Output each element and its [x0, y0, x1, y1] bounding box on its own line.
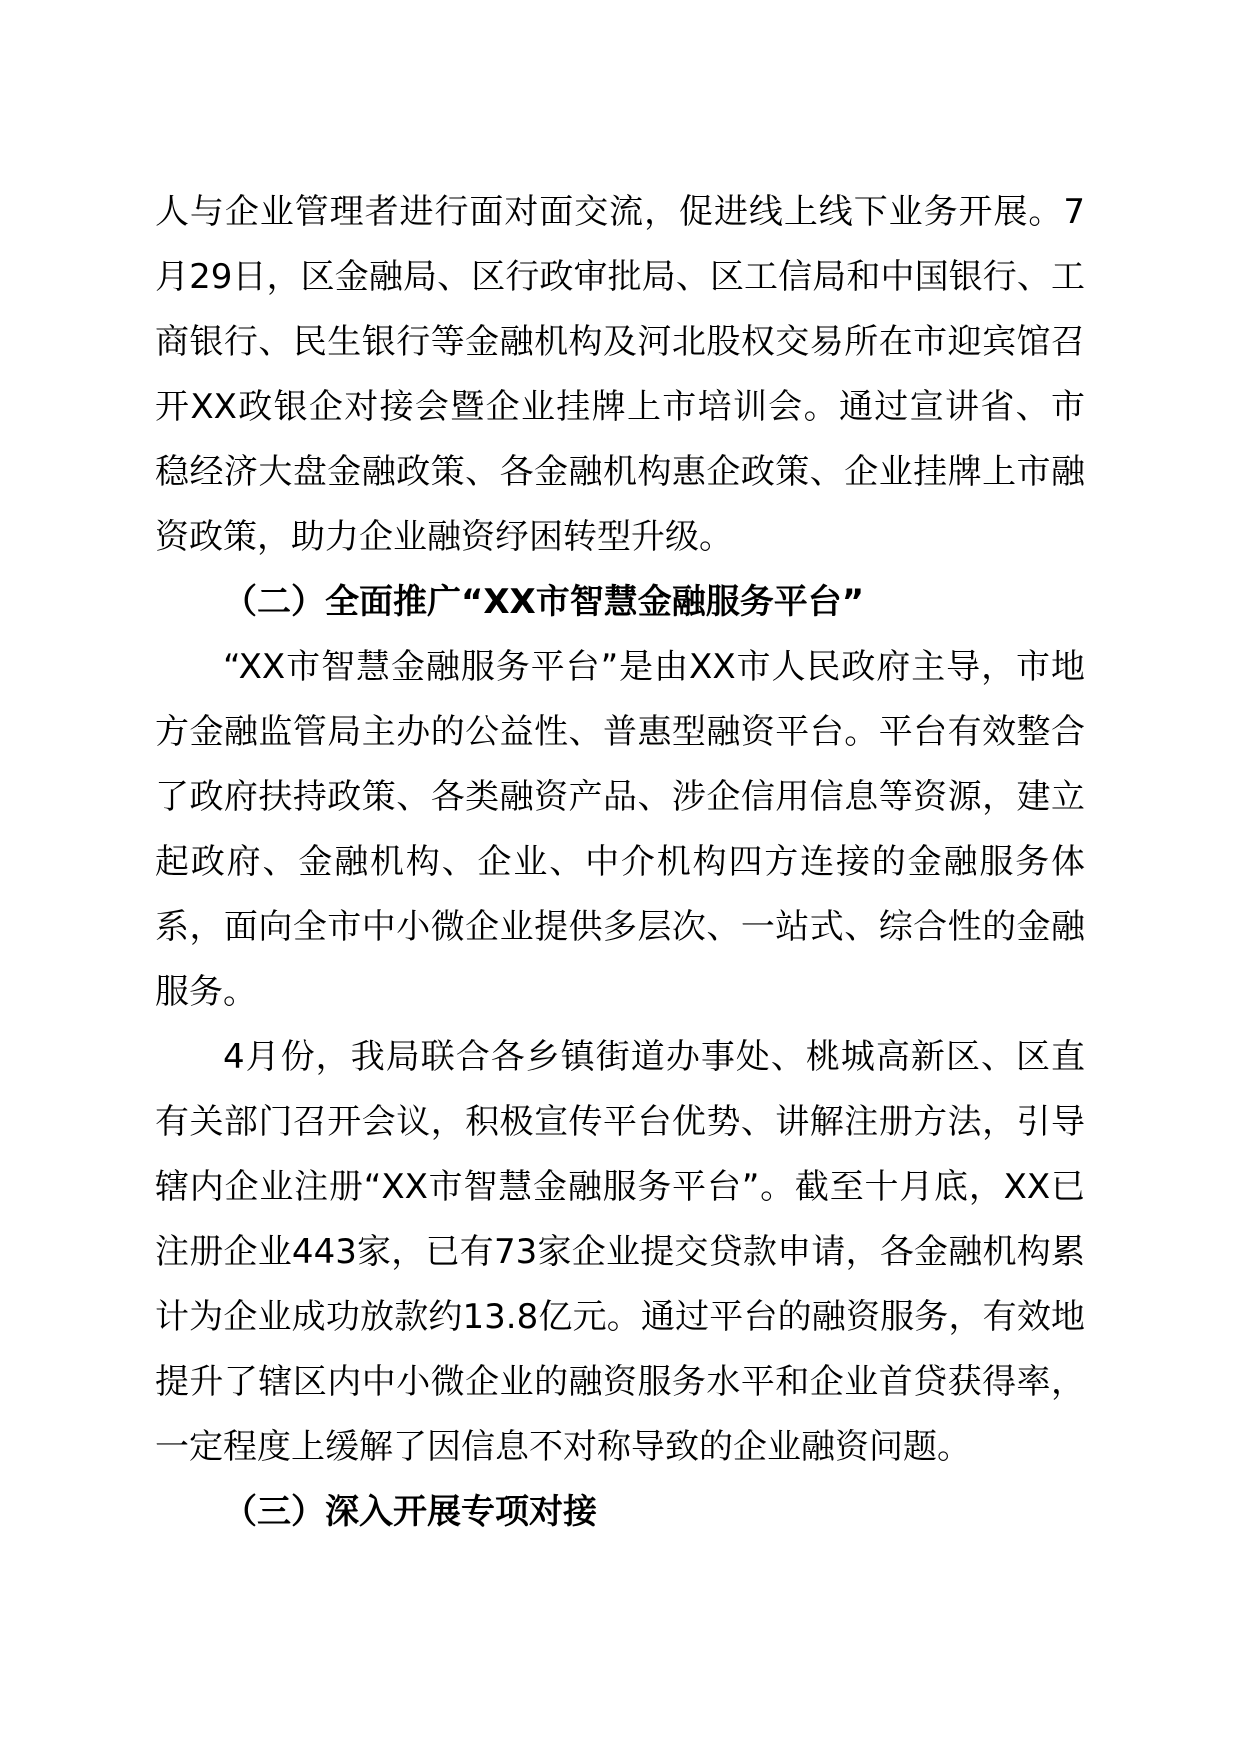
- section-heading-3: （三）深入开展专项对接: [223, 1492, 597, 1532]
- paragraph-platform-results: 4月份，我局联合各乡镇街道办事处、桃城高新区、区直有关部门召开会议，积极宣传平台优势、讲解注册方法，引导辖内企业注册“XX市智慧金融服务平台”。截至十月底，XX已注册企业443家，已有73家企业提交贷款申请，各金融机构累计为企业成功放款约13.8亿元。通过平台的融资服务，有效地提升了辖区内中小微企业的融资服务水平和企业首贷获得率，一定程度上缓解了因信息不对称导致的企业融资问题。: [155, 1037, 1085, 1467]
- paragraph-continuation: 人与企业管理者进行面对面交流，促进线上线下业务开展。7月29日，区金融局、区行政审批局、区工信局和中国银行、工商银行、民生银行等金融机构及河北股权交易所在市迎宾馆召开XX政银企对接会暨企业挂牌上市培训会。通过宣讲省、市稳经济大盘金融政策、各金融机构惠企政策、企业挂牌上市融资政策，助力企业融资纾困转型升级。: [155, 192, 1085, 557]
- document-body: [155, 180, 1085, 1545]
- section-heading-2: （二）全面推广“XX市智慧金融服务平台”: [223, 582, 865, 622]
- paragraph-platform-intro: “XX市智慧金融服务平台”是由XX市人民政府主导，市地方金融监管局主办的公益性、普惠型融资平台。平台有效整合了政府扶持政策、各类融资产品、涉企信用信息等资源，建立起政府、金融机构、企业、中介机构四方连接的金融服务体系，面向全市中小微企业提供多层次、一站式、综合性的金融服务。: [155, 647, 1085, 1012]
